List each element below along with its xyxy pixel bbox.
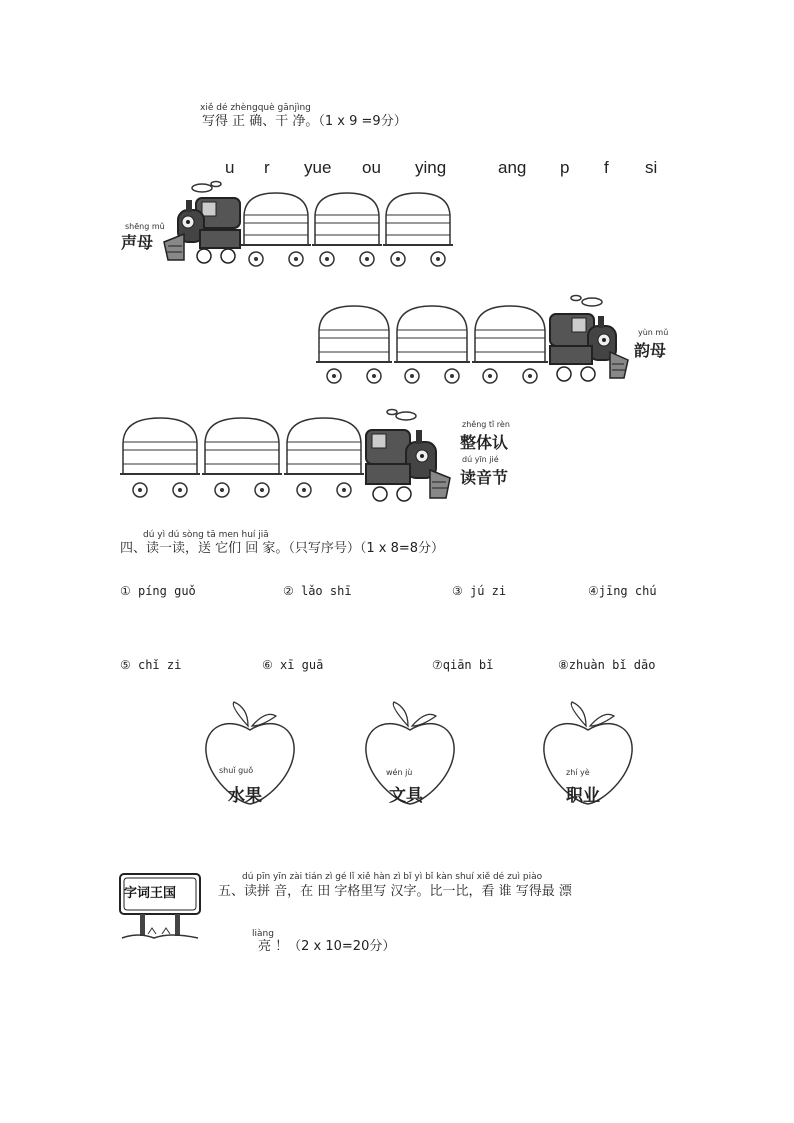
letter-3: yue bbox=[304, 158, 332, 177]
train1-engine-icon bbox=[160, 180, 244, 270]
option-8: ⑧zhuàn bǐ dāo bbox=[558, 658, 656, 672]
letter-4: ou bbox=[362, 158, 381, 177]
train1-label: 声母 bbox=[121, 233, 154, 252]
train2-engine-icon bbox=[546, 294, 632, 386]
train2-label: 韵母 bbox=[634, 341, 667, 360]
train3-label-pinyin-b: dú yīn jié bbox=[462, 455, 499, 464]
apple-2-label: 文具 bbox=[389, 786, 423, 806]
option-4: ④jīng chú bbox=[588, 584, 657, 598]
option-2: ② lǎo shī bbox=[283, 584, 352, 598]
train1-car-2 bbox=[312, 187, 382, 273]
train3-label-pinyin-a: zhěng tǐ rèn bbox=[462, 420, 510, 429]
apple-3-pinyin: zhí yè bbox=[566, 768, 590, 777]
letter-9: si bbox=[645, 158, 658, 177]
train3-label-b: 读音节 bbox=[460, 468, 509, 487]
train3-engine-icon bbox=[362, 408, 454, 506]
letter-7: p bbox=[560, 158, 570, 177]
q5-title: 五、读拼 音，在 田 字格里写 汉字。比一比，看 谁 写得最 漂 bbox=[218, 884, 572, 899]
q4-pinyin: dú yì dú sòng tā men huí jiā bbox=[143, 530, 269, 540]
letter-2: r bbox=[264, 158, 270, 177]
q3-title: 写得 正 确、干 净。（1 x 9 =9分） bbox=[202, 114, 407, 129]
train3-label-a: 整体认 bbox=[460, 433, 509, 452]
train1-label-pinyin: shēng mǔ bbox=[125, 222, 165, 231]
train2-label-pinyin: yùn mǔ bbox=[638, 328, 669, 337]
apple-2-pinyin: wén jù bbox=[386, 768, 413, 777]
train2-car-3 bbox=[472, 300, 548, 388]
train3-car-3 bbox=[284, 412, 364, 502]
apple-1-label: 水果 bbox=[228, 786, 262, 806]
letter-6: ang bbox=[498, 158, 527, 177]
q5-pinyin-2: liàng bbox=[252, 929, 274, 939]
train2-car-2 bbox=[394, 300, 470, 388]
q5-pinyin: dú pīn yīn zài tián zì gé lǐ xiě hàn zì bǐ yì bǐ kàn shuí xiě dé zuì piào bbox=[242, 872, 543, 882]
letter-5: ying bbox=[415, 158, 447, 177]
letter-1: u bbox=[225, 158, 235, 177]
option-1: ① píng guǒ bbox=[120, 584, 196, 598]
option-6: ⑥ xī guā bbox=[262, 658, 324, 672]
apple-1-pinyin: shuǐ guǒ bbox=[219, 766, 254, 775]
q4-title: 四、读一读，送 它们 回 家。（只写序号）（1 x 8=8分） bbox=[120, 541, 445, 556]
train1-car-1 bbox=[241, 187, 311, 273]
option-5: ⑤ chǐ zi bbox=[120, 658, 182, 672]
q3-pinyin: xiě dé zhèngquè gānjìng bbox=[200, 103, 311, 113]
apple-3-label: 职业 bbox=[566, 786, 600, 806]
train3-car-2 bbox=[202, 412, 282, 502]
option-3: ③ jú zi bbox=[452, 584, 507, 598]
letter-8: f bbox=[604, 158, 609, 177]
q5-title-2: 亮 ！（2 x 10=20分） bbox=[258, 939, 396, 954]
sign-label: 字词王国 bbox=[124, 886, 177, 901]
train1-car-3 bbox=[383, 187, 453, 273]
option-7: ⑦qiān bǐ bbox=[432, 658, 494, 672]
train3-car-1 bbox=[120, 412, 200, 502]
train2-car-1 bbox=[316, 300, 392, 388]
